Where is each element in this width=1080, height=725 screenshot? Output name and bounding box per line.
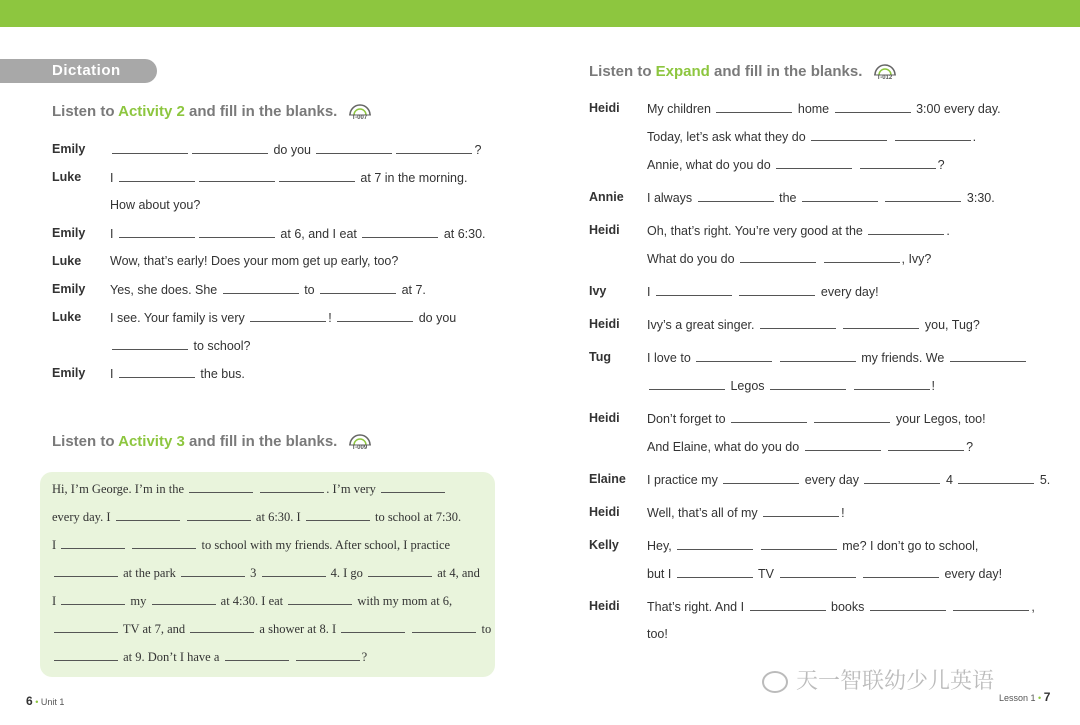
text-segment: Wow, that’s early! Does your mom get up early, too? — [110, 254, 399, 268]
text-segment: too! — [647, 627, 668, 641]
blank-line[interactable] — [843, 317, 919, 329]
text-segment — [255, 482, 258, 496]
text-segment: 3:30. — [963, 191, 995, 205]
text-segment: Hi, I’m George. I’m in the — [52, 482, 188, 496]
dialogue-line — [647, 101, 1001, 116]
watermark — [762, 664, 994, 695]
text-segment: Annie, what do you do — [647, 158, 775, 172]
dialogue-line — [647, 472, 1050, 487]
blank-line[interactable] — [54, 621, 118, 633]
text-segment: at the park — [120, 566, 180, 580]
dialogue-line — [110, 170, 467, 185]
text-segment — [734, 285, 737, 299]
blank-line[interactable] — [814, 411, 890, 423]
text-segment: I — [110, 171, 117, 185]
blank-line[interactable] — [288, 593, 352, 605]
text-segment: to — [300, 283, 319, 297]
speaker-name: Emily — [52, 226, 86, 240]
audio-track-icon[interactable] — [348, 101, 372, 123]
blank-line[interactable] — [860, 157, 936, 169]
text-segment: I — [52, 594, 60, 608]
heading-suffix: and fill in the blanks. — [184, 432, 338, 450]
speaker-name: Emily — [52, 142, 86, 156]
text-segment — [127, 538, 130, 552]
blank-line[interactable] — [716, 101, 792, 113]
text-segment: every day! — [940, 567, 1003, 581]
dialogue-line — [647, 566, 1002, 581]
blank-line[interactable] — [412, 621, 476, 633]
blank-line[interactable] — [152, 593, 216, 605]
dialogue-line — [647, 350, 1028, 365]
audio-track-icon[interactable] — [348, 431, 372, 453]
text-segment: What do you do — [647, 252, 739, 266]
blank-line[interactable] — [649, 378, 725, 390]
text-segment: Yes, she does. She — [110, 283, 221, 297]
heading-suffix: and fill in the blanks. — [184, 102, 338, 120]
text-segment — [407, 622, 410, 636]
text-segment: the bus. — [196, 367, 245, 381]
blank-line[interactable] — [181, 565, 245, 577]
speaker-name: Heidi — [589, 101, 620, 115]
text-segment: ! — [841, 506, 845, 520]
blank-line[interactable] — [677, 566, 753, 578]
text-segment: ! — [328, 311, 336, 325]
text-segment: I — [110, 227, 117, 241]
dialogue-line — [647, 317, 980, 332]
page-number: 6 — [26, 694, 33, 708]
dialogue-line — [110, 282, 426, 297]
blank-line[interactable] — [54, 565, 118, 577]
text-segment: I — [647, 285, 654, 299]
blank-line[interactable] — [780, 566, 856, 578]
blank-line[interactable] — [262, 565, 326, 577]
text-segment — [755, 539, 758, 553]
dialogue-line — [110, 366, 245, 381]
text-segment: you, Tug? — [921, 318, 980, 332]
story-line — [52, 509, 461, 525]
blank-line[interactable] — [863, 566, 939, 578]
blank-line[interactable] — [199, 170, 275, 182]
text-segment — [948, 600, 951, 614]
text-segment: at 4, and — [434, 566, 480, 580]
text-segment — [809, 412, 812, 426]
blank-line[interactable] — [870, 599, 946, 611]
blank-line[interactable] — [885, 190, 961, 202]
text-segment — [182, 510, 185, 524]
text-segment: ? — [937, 158, 945, 172]
blank-line[interactable] — [864, 472, 940, 484]
blank-line[interactable] — [260, 481, 324, 493]
text-segment: every day — [801, 473, 863, 487]
text-segment: at 9. Don’t I have a — [120, 650, 223, 664]
text-segment: me? I don’t go to school, — [838, 539, 979, 553]
text-segment: books — [827, 600, 868, 614]
text-segment: my friends. We — [857, 351, 948, 365]
text-segment — [854, 158, 857, 172]
blank-line[interactable] — [112, 338, 188, 350]
story-line — [52, 649, 367, 665]
blank-line[interactable] — [811, 129, 887, 141]
text-segment: at 4:30. I eat — [217, 594, 287, 608]
dialogue-line — [647, 627, 668, 641]
blank-line[interactable] — [763, 505, 839, 517]
text-segment: Legos — [727, 379, 769, 393]
blank-line[interactable] — [362, 226, 438, 238]
footer-dot: • — [1038, 693, 1042, 703]
text-segment: to — [478, 622, 492, 636]
blank-line[interactable] — [780, 350, 856, 362]
story-line — [52, 621, 491, 637]
blank-line[interactable] — [116, 509, 180, 521]
blank-line[interactable] — [296, 649, 360, 661]
blank-line[interactable] — [396, 142, 472, 154]
text-segment — [848, 379, 851, 393]
speaker-name: Kelly — [589, 538, 619, 552]
text-segment: 4 — [942, 473, 957, 487]
text-segment — [291, 650, 294, 664]
text-segment: at 7. — [398, 283, 426, 297]
blank-line[interactable] — [698, 190, 774, 202]
dialogue-line — [110, 254, 398, 268]
blank-line[interactable] — [381, 481, 445, 493]
track-code: T-009 — [351, 445, 368, 451]
blank-line[interactable] — [802, 190, 878, 202]
footer-left — [26, 694, 64, 708]
page-number: 7 — [1043, 690, 1051, 704]
dialogue-line — [647, 223, 950, 238]
speaker-name: Luke — [52, 310, 82, 324]
speaker-name: Heidi — [589, 317, 620, 331]
text-segment: Oh, that’s right. You’re very good at the — [647, 224, 867, 238]
text-segment — [883, 440, 886, 454]
blank-line[interactable] — [895, 129, 971, 141]
text-segment: at 6, and I eat — [276, 227, 361, 241]
blank-line[interactable] — [656, 284, 732, 296]
dialogue-line — [110, 142, 481, 157]
text-segment: my — [127, 594, 150, 608]
dialogue-line — [647, 439, 973, 454]
text-segment: but I — [647, 567, 675, 581]
blank-line[interactable] — [189, 481, 253, 493]
heading-suffix: and fill in the blanks. — [709, 62, 863, 80]
speaker-name: Heidi — [589, 599, 620, 613]
text-segment: to school at 7:30. — [371, 510, 462, 524]
text-segment: 3 — [247, 566, 260, 580]
speaker-name: Luke — [52, 254, 82, 268]
text-segment: at 6:30. I — [252, 510, 304, 524]
dialogue-line — [647, 129, 976, 144]
unit-label: Unit 1 — [40, 697, 65, 707]
text-segment: Don’t forget to — [647, 412, 729, 426]
speaker-name: Luke — [52, 170, 82, 184]
text-segment: I — [52, 538, 60, 552]
story-line — [52, 537, 450, 553]
blank-line[interactable] — [677, 538, 753, 550]
blank-line[interactable] — [187, 509, 251, 521]
blank-line[interactable] — [731, 411, 807, 423]
heading-prefix: Listen to — [589, 62, 656, 80]
dialogue-line — [110, 310, 456, 325]
speaker-name: Annie — [589, 190, 624, 204]
wechat-icon — [762, 671, 788, 693]
watermark-text: 天一智联幼少儿英语 — [796, 668, 995, 693]
blank-line[interactable] — [279, 170, 355, 182]
activity2-heading — [52, 101, 372, 123]
blank-line[interactable] — [950, 350, 1026, 362]
dialogue-line — [110, 226, 486, 241]
heading-highlight: Activity 2 — [118, 102, 185, 120]
blank-line[interactable] — [54, 649, 118, 661]
dialogue-line — [647, 411, 986, 426]
text-segment: to school with my friends. After school, I practice — [198, 538, 451, 552]
text-segment — [774, 351, 777, 365]
blank-line[interactable] — [953, 599, 1029, 611]
blank-line[interactable] — [854, 378, 930, 390]
text-segment: do you — [415, 311, 457, 325]
dialogue-line — [647, 190, 995, 205]
text-segment: ! — [931, 379, 935, 393]
text-segment — [889, 130, 892, 144]
blank-line[interactable] — [760, 317, 836, 329]
dialogue-line — [647, 599, 1035, 614]
text-segment: do you — [270, 143, 315, 157]
dictation-badge: Dictation — [0, 59, 157, 83]
blank-line[interactable] — [320, 282, 396, 294]
text-segment: your Legos, too! — [892, 412, 986, 426]
blank-line[interactable] — [770, 378, 846, 390]
text-segment: That’s right. And I — [647, 600, 748, 614]
track-code: T-007 — [351, 115, 368, 121]
text-segment: ? — [966, 440, 974, 454]
text-segment: Today, let’s ask what they do — [647, 130, 810, 144]
activity3-heading — [52, 431, 372, 453]
blank-line[interactable] — [192, 142, 268, 154]
text-segment: at 6:30. — [440, 227, 486, 241]
blank-line[interactable] — [250, 310, 326, 322]
speaker-name: Emily — [52, 366, 86, 380]
lesson-label: Lesson 1 — [999, 693, 1036, 703]
blank-line[interactable] — [341, 621, 405, 633]
track-code: T-012 — [876, 75, 893, 81]
speaker-name: Elaine — [589, 472, 626, 486]
top-color-bar — [0, 0, 1080, 27]
text-segment: I see. Your family is very — [110, 311, 249, 325]
text-segment: I always — [647, 191, 696, 205]
dialogue-line — [647, 251, 931, 266]
text-segment: the — [775, 191, 800, 205]
heading-prefix: Listen to — [52, 102, 119, 120]
blank-line[interactable] — [61, 537, 125, 549]
blank-line[interactable] — [112, 142, 188, 154]
text-segment: ? — [474, 143, 482, 157]
text-segment: I love to — [647, 351, 695, 365]
dialogue-line — [647, 284, 879, 299]
text-segment: My children — [647, 102, 715, 116]
heading-highlight: Activity 3 — [118, 432, 185, 450]
text-segment: to school? — [190, 339, 251, 353]
blank-line[interactable] — [740, 251, 816, 263]
blank-line[interactable] — [368, 565, 432, 577]
speaker-name: Ivy — [589, 284, 607, 298]
dialogue-line — [647, 157, 945, 172]
text-segment: TV — [754, 567, 778, 581]
speaker-name: Tug — [589, 350, 611, 364]
blank-line[interactable] — [739, 284, 815, 296]
text-segment: home — [794, 102, 833, 116]
footer-dot: • — [35, 697, 39, 707]
blank-line[interactable] — [824, 251, 900, 263]
speaker-name: Heidi — [589, 411, 620, 425]
blank-line[interactable] — [223, 282, 299, 294]
blank-line[interactable] — [119, 226, 195, 238]
text-segment: every day! — [817, 285, 879, 299]
story-line — [52, 481, 447, 497]
expand-heading — [589, 61, 897, 83]
text-segment: ? — [361, 650, 368, 664]
dialogue-line — [110, 198, 200, 212]
text-segment: . — [946, 224, 950, 238]
blank-line[interactable] — [723, 472, 799, 484]
text-segment: with my mom at 6, — [354, 594, 453, 608]
story-line — [52, 565, 480, 581]
text-segment: . — [972, 130, 977, 144]
text-segment: every day. I — [52, 510, 114, 524]
text-segment: And Elaine, what do you do — [647, 440, 803, 454]
blank-line[interactable] — [316, 142, 392, 154]
text-segment: . I’m very — [326, 482, 380, 496]
text-segment: , Ivy? — [901, 252, 932, 266]
story-line — [52, 593, 452, 609]
text-segment — [858, 567, 861, 581]
blank-line[interactable] — [750, 599, 826, 611]
blank-line[interactable] — [696, 350, 772, 362]
text-segment: , — [1031, 600, 1035, 614]
blank-line[interactable] — [190, 621, 254, 633]
text-segment: I practice my — [647, 473, 722, 487]
blank-line[interactable] — [835, 101, 911, 113]
blank-line[interactable] — [805, 439, 881, 451]
blank-line[interactable] — [761, 538, 837, 550]
text-segment: a shower at 8. I — [256, 622, 340, 636]
speaker-name: Emily — [52, 282, 86, 296]
text-segment: at 7 in the morning. — [356, 171, 468, 185]
blank-line[interactable] — [868, 223, 944, 235]
blank-line[interactable] — [225, 649, 289, 661]
blank-line[interactable] — [119, 170, 195, 182]
text-segment: Ivy’s a great singer. — [647, 318, 758, 332]
speaker-name: Heidi — [589, 505, 620, 519]
text-segment: TV at 7, and — [120, 622, 189, 636]
blank-line[interactable] — [119, 366, 195, 378]
dialogue-line — [647, 505, 845, 520]
text-segment — [818, 252, 821, 266]
blank-line[interactable] — [337, 310, 413, 322]
footer-right — [999, 690, 1050, 704]
dialogue-line — [110, 338, 250, 353]
text-segment: Hey, — [647, 539, 676, 553]
audio-track-icon[interactable] — [873, 61, 897, 83]
text-segment: 3:00 every day. — [912, 102, 1001, 116]
heading-highlight: Expand — [655, 62, 710, 80]
blank-line[interactable] — [888, 439, 964, 451]
text-segment: 4. I go — [327, 566, 367, 580]
text-segment: Well, that’s all of my — [647, 506, 762, 520]
text-segment — [838, 318, 841, 332]
blank-line[interactable] — [306, 509, 370, 521]
blank-line[interactable] — [776, 157, 852, 169]
text-segment: I — [110, 367, 117, 381]
dialogue-line — [647, 378, 935, 393]
blank-line[interactable] — [132, 537, 196, 549]
text-segment: 5. — [1036, 473, 1051, 487]
blank-line[interactable] — [958, 472, 1034, 484]
heading-prefix: Listen to — [52, 432, 119, 450]
dialogue-line — [647, 538, 978, 553]
text-segment — [880, 191, 883, 205]
speaker-name: Heidi — [589, 223, 620, 237]
blank-line[interactable] — [199, 226, 275, 238]
text-segment: How about you? — [110, 198, 201, 212]
blank-line[interactable] — [61, 593, 125, 605]
